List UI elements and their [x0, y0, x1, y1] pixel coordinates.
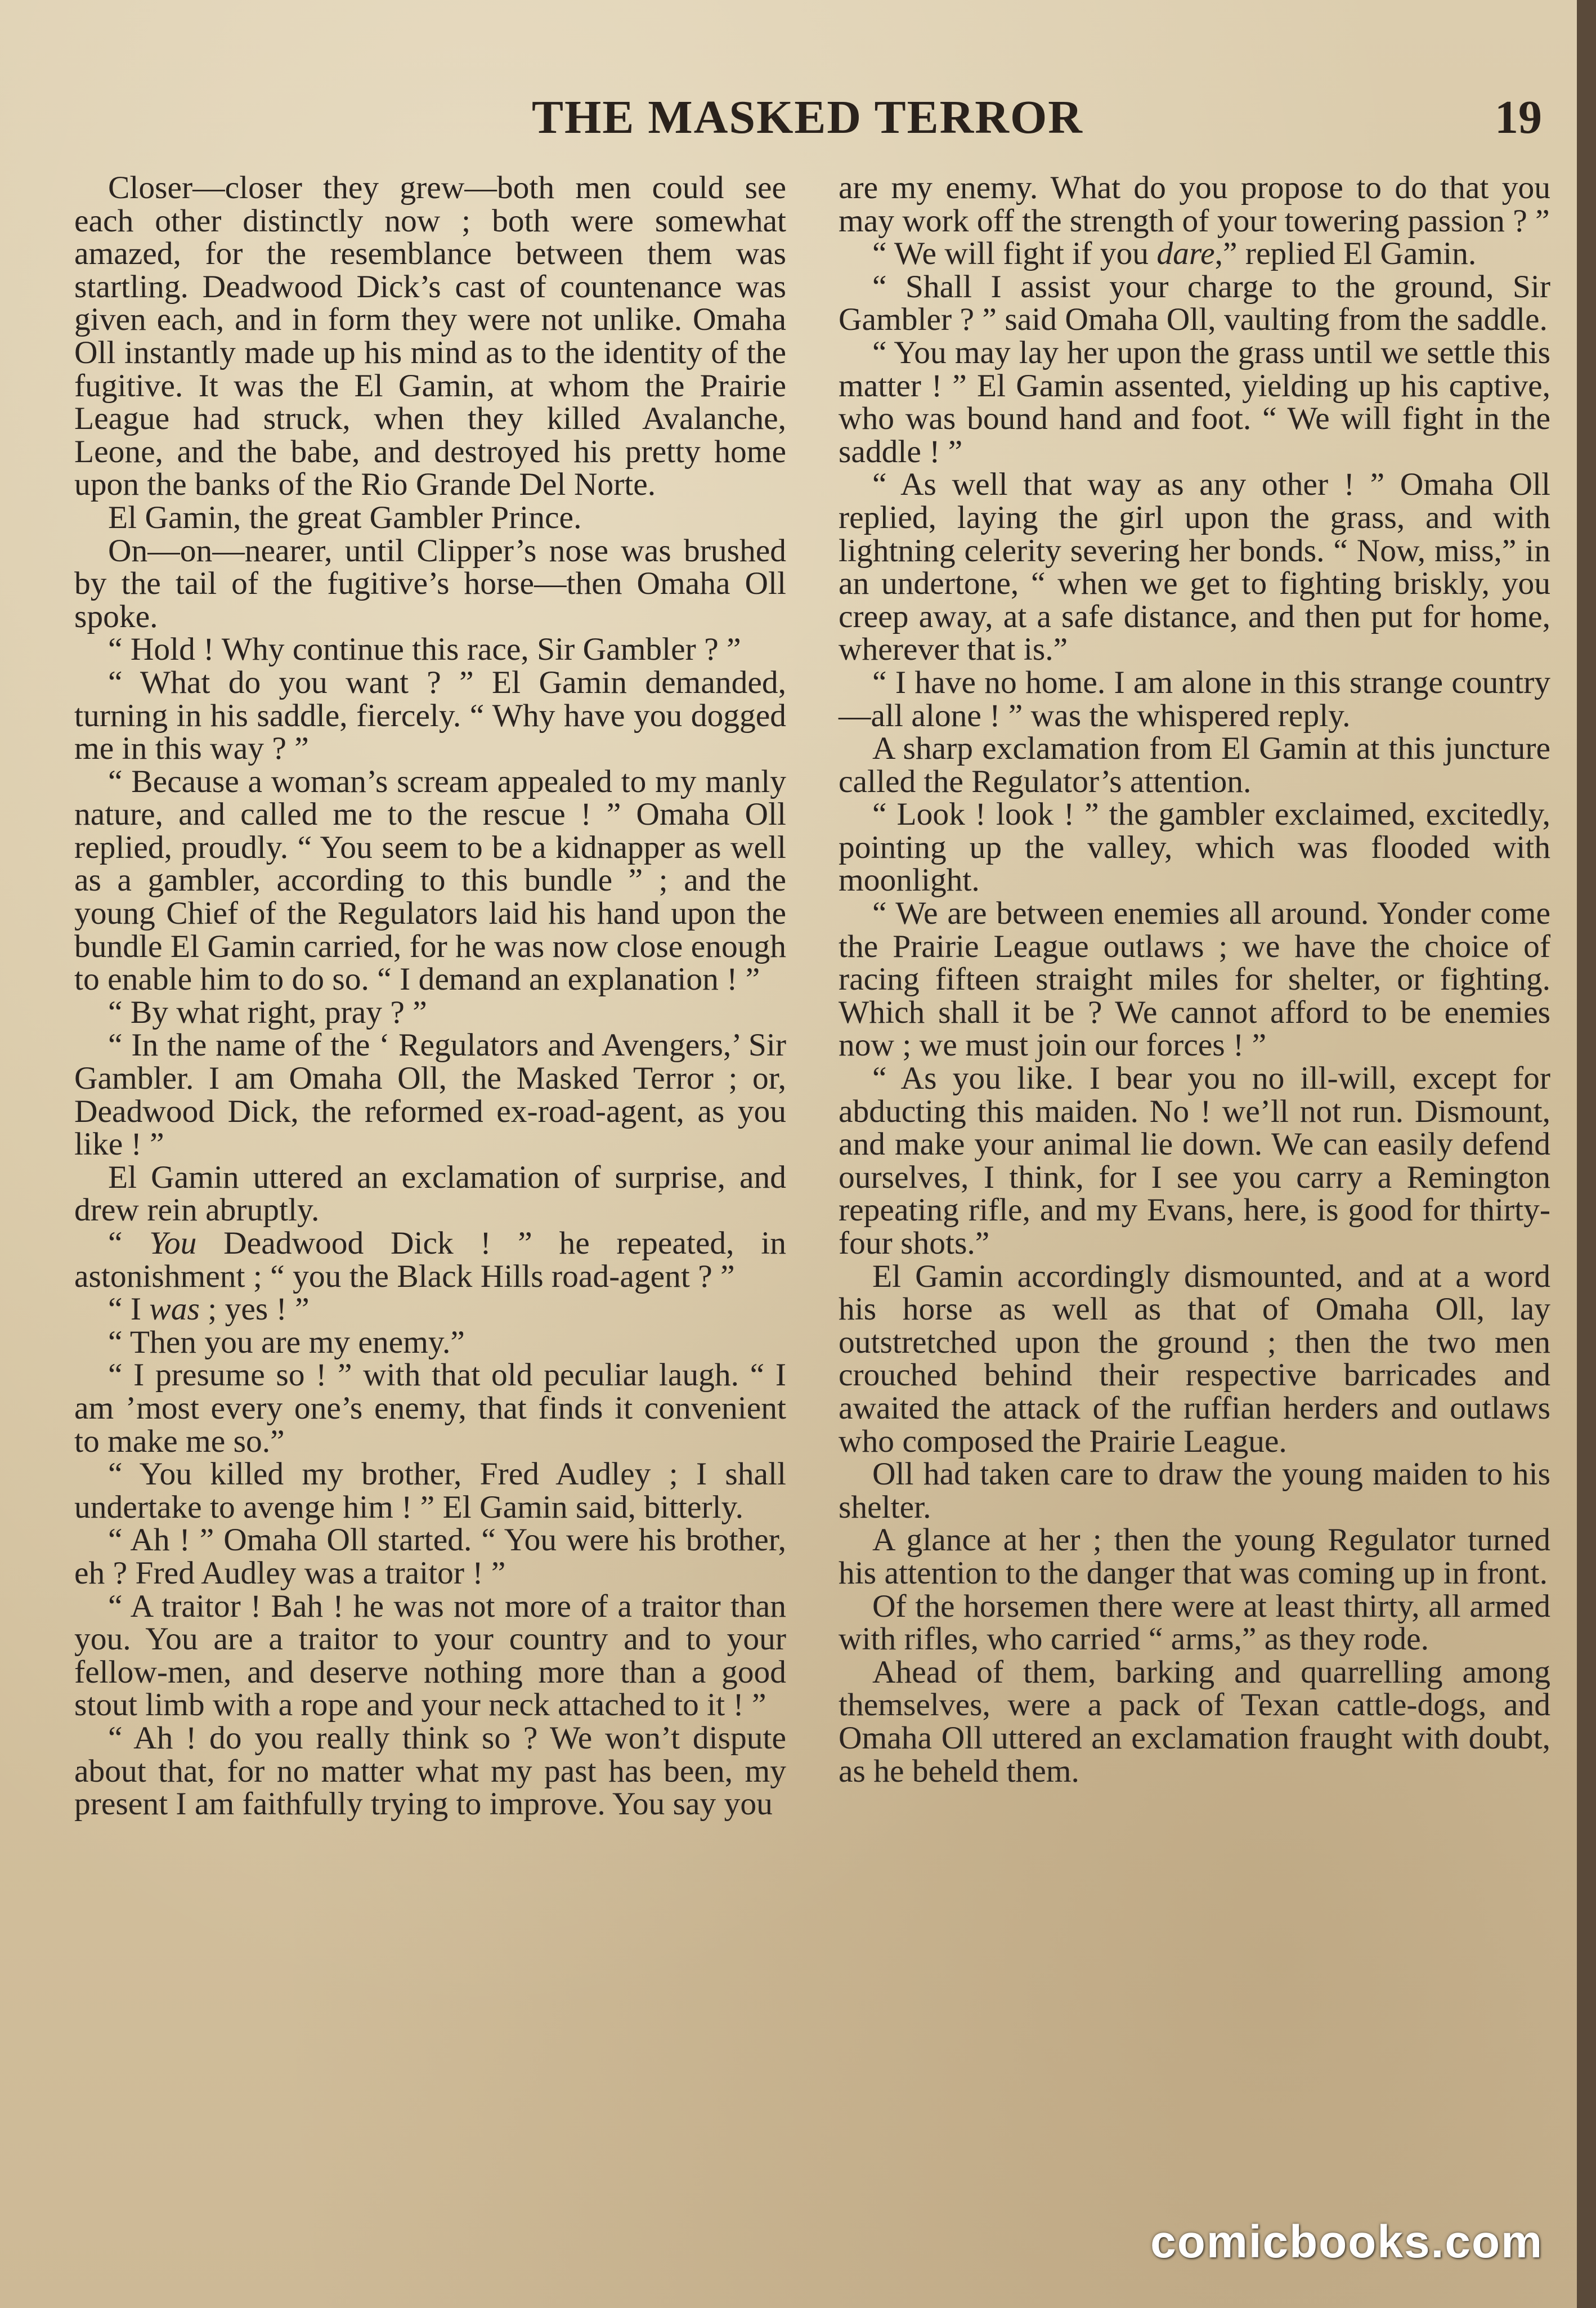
- paragraph: “ I have no home. I am alone in this strange country—all alone ! ” was the whispered reply.: [839, 664, 1550, 733]
- page-number: 19: [1495, 91, 1542, 144]
- paragraph: Ahead of them, barking and quarrelling among themselves, were a pack of Texan cattle-dogs, and Omaha Oll uttered an exclamation fraught with doubt, as he beheld them.: [839, 1654, 1550, 1789]
- paragraph: On—on—nearer, until Clipper’s nose was brushed by the tail of the fugitive’s horse—then Omaha Oll spoke.: [74, 533, 786, 634]
- paragraph: “ A traitor ! Bah ! he was not more of a traitor than you. You are a traitor to your country and to your fellow-men, and deserve nothing more than a good stout limb with a rope and your neck attached to it ! ”: [74, 1588, 786, 1723]
- paragraph: Of the horsemen there were at least thirty, all armed with rifles, who carried “ arms,” as they rode.: [839, 1588, 1550, 1657]
- paragraph: El Gamin uttered an exclamation of surprise, and drew rein abruptly.: [74, 1159, 786, 1228]
- paragraph: “ We will fight if you dare,” replied El Gamin.: [872, 236, 1477, 272]
- paragraph: “ You may lay her upon the grass until we settle this matter ! ” El Gamin assented, yielding up his captive, who was bound hand and foot. “ We will fight in the saddle ! ”: [839, 334, 1550, 469]
- paragraph: “ Ah ! ” Omaha Oll started. “ You were his brother, eh ? Fred Audley was a traitor ! ”: [74, 1522, 786, 1591]
- paragraph: “ I presume so ! ” with that old peculiar laugh. “ I am ’most every one’s enemy, that finds it convenient to make me so.”: [74, 1357, 786, 1459]
- paragraph: are my enemy. What do you propose to do that you may work off the strength of your towering passion ? ”: [839, 170, 1550, 239]
- paragraph: “ We are between enemies all around. Yonder come the Prairie League outlaws ; we have the choice of racing fifteen straight miles for shelter, or fighting. Which shall it be ? We cannot afford to be enemies now ; we must join our forces ! ”: [839, 896, 1550, 1063]
- paragraph: El Gamin accordingly dismounted, and at a word his horse as well as that of Omaha Oll, lay outstretched upon the ground ; then the two men crouched behind their respective barricades and awaited the attack of the ruffian herders and outlaws who composed the Prairie League.: [839, 1258, 1550, 1459]
- paragraph: “ You killed my brother, Fred Audley ; I shall undertake to avenge him ! ” El Gamin said, bitterly.: [74, 1456, 786, 1525]
- running-title: THE MASKED TERROR: [532, 91, 1083, 144]
- left-text-column: [74, 172, 786, 1821]
- paragraph: Oll had taken care to draw the young maiden to his shelter.: [839, 1456, 1550, 1525]
- paragraph: “ By what right, pray ? ”: [108, 994, 427, 1030]
- paragraph: “ Ah ! do you really think so ? We won’t dispute about that, for no matter what my past has been, my present I am faithfully trying to improve. You say you: [74, 1720, 786, 1822]
- paragraph: “ Then you are my enemy.”: [108, 1324, 465, 1360]
- paragraph: “ In the name of the ‘ Regulators and Avengers,’ Sir Gambler. I am Omaha Oll, the Masked Terror ; or, Deadwood Dick, the reformed ex-road-agent, as you like ! ”: [74, 1027, 786, 1162]
- paragraph: “ What do you want ? ” El Gamin demanded, turning in his saddle, fiercely. “ Why have you dogged me in this way ? ”: [74, 664, 786, 767]
- paragraph: “ Look ! look ! ” the gambler exclaimed, excitedly, pointing up the valley, which was flooded with moonlight.: [839, 797, 1550, 898]
- paragraph: “ As you like. I bear you no ill-will, except for abducting this maiden. No ! we’ll not run. Dismount, and make your animal lie down. We can easily defend ourselves, I think, for I see you carry a Remington repeating rifle, and my Evans, here, is good for thirty-four shots.”: [839, 1061, 1550, 1261]
- paragraph: “ As well that way as any other ! ” Omaha Oll replied, laying the girl upon the grass, and with lightning celerity severing her bonds. “ Now, miss,” in an undertone, “ when we get to fighting briskly, you creep away, at a safe distance, and then put for home, wherever that is.”: [839, 467, 1550, 668]
- paragraph: El Gamin, the great Gambler Prince.: [108, 499, 582, 535]
- paragraph: “ You Deadwood Dick ! ” he repeated, in astonishment ; “ you the Black Hills road-agent ? ”: [74, 1225, 786, 1294]
- paragraph: “ Because a woman’s scream appealed to my manly nature, and called me to the rescue ! ” Omaha Oll replied, proudly. “ You seem to be a kidnapper as well as a gambler, according to this bundle ” ; and the young Chief of the Regulators laid his hand upon the bundle El Gamin carried, for he was now close enough to enable him to do so. “ I demand an explanation ! ”: [74, 763, 786, 998]
- paragraph: “ Hold ! Why continue this race, Sir Gambler ? ”: [108, 632, 741, 668]
- paragraph: “ Shall I assist your charge to the ground, Sir Gambler ? ” said Omaha Oll, vaulting from the saddle.: [839, 269, 1550, 338]
- paragraph: Closer—closer they grew—both men could see each other distinctly now ; both were somewhat amazed, for the resemblance between them was startling. Deadwood Dick’s cast of countenance was given each, and in form they were not unlike. Omaha Oll instantly made up his mind as to the identity of the fugitive. It was the El Gamin, at whom the Prairie League had struck, when they killed Avalanche, Leone, and the babe, and destroyed his pretty home upon the banks of the Rio Grande Del Norte.: [74, 170, 786, 503]
- right-text-column: [839, 172, 1550, 1788]
- paragraph: “ I was ; yes ! ”: [108, 1291, 310, 1327]
- paragraph: A glance at her ; then the young Regulator turned his attention to the danger that was coming up in front.: [839, 1522, 1550, 1591]
- paragraph: A sharp exclamation from El Gamin at this juncture called the Regulator’s attention.: [839, 731, 1550, 799]
- watermark-logo: comicbooks.com: [1150, 2216, 1543, 2267]
- page-header: [73, 90, 1542, 146]
